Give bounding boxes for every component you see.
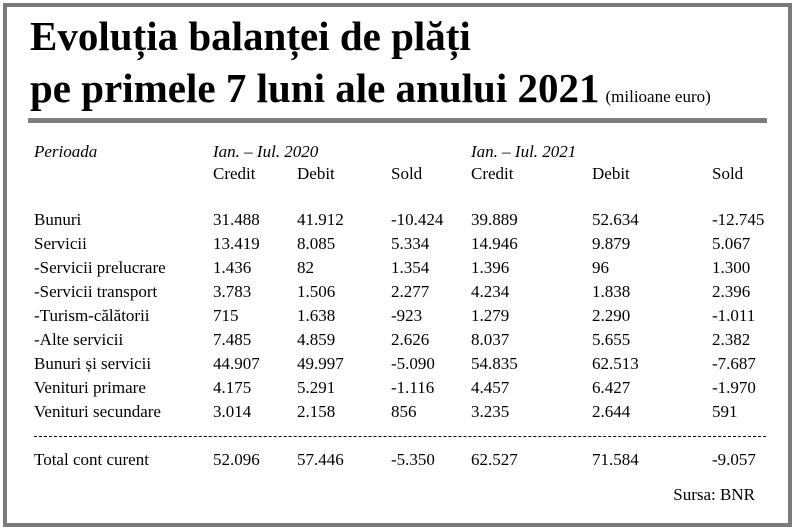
row-label: -Alte servicii (34, 330, 124, 349)
table-cell: 1.436 (213, 258, 252, 277)
table-cell: 2.158 (297, 402, 336, 421)
row-label: -Turism-călătorii (34, 306, 150, 325)
table-cell: 5.291 (297, 378, 336, 397)
row-label: Venituri primare (34, 378, 146, 397)
table-cell: 52.634 (592, 210, 639, 229)
row-label: -Servicii prelucrare (34, 258, 166, 277)
table-cell: 14.946 (471, 234, 518, 253)
total-cell: -9.057 (712, 450, 756, 469)
table-cell: 5.334 (391, 234, 430, 253)
total-cell: -5.350 (391, 450, 435, 469)
row-label: Bunuri și servicii (34, 354, 152, 373)
table-cell: -1.970 (712, 378, 756, 397)
title-line-2-text: pe primele 7 luni ale anului 2021 (30, 65, 600, 111)
table-cell: 856 (391, 402, 417, 421)
table-cell: 8.085 (297, 234, 336, 253)
column-header: Credit (213, 164, 256, 183)
table-cell: 3.235 (471, 402, 510, 421)
table-cell: 13.419 (213, 234, 260, 253)
table-cell: 2.644 (592, 402, 631, 421)
total-label: Total cont curent (34, 450, 149, 469)
table-cell: 4.859 (297, 330, 336, 349)
table-cell: 44.907 (213, 354, 260, 373)
table-cell: 2.290 (592, 306, 631, 325)
table-cell: 2.382 (712, 330, 751, 349)
table-cell: 1.838 (592, 282, 631, 301)
table-cell: 6.427 (592, 378, 631, 397)
table-cell: 54.835 (471, 354, 518, 373)
table-cell: 1.354 (391, 258, 430, 277)
table-cell: -12.745 (712, 210, 765, 229)
table-cell: 591 (712, 402, 738, 421)
total-divider (34, 436, 766, 437)
table-cell: 9.879 (592, 234, 631, 253)
table-cell: 96 (592, 258, 609, 277)
table-cell: -5.090 (391, 354, 435, 373)
row-label: Bunuri (34, 210, 82, 229)
table-cell: 2.396 (712, 282, 751, 301)
column-header: Debit (592, 164, 630, 183)
table-cell: 3.783 (213, 282, 252, 301)
table-cell: 4.175 (213, 378, 252, 397)
title-divider (28, 118, 767, 123)
total-cell: 62.527 (471, 450, 518, 469)
group-header-2021: Ian. – Iul. 2021 (471, 142, 577, 161)
title-line-2 (30, 65, 711, 120)
table-cell: 5.655 (592, 330, 631, 349)
table-cell: 82 (297, 258, 314, 277)
table-cell: 4.457 (471, 378, 510, 397)
period-header: Perioada (34, 142, 98, 161)
table-cell: 715 (213, 306, 239, 325)
table-cell: 62.513 (592, 354, 639, 373)
table-cell: 31.488 (213, 210, 260, 229)
row-label: Venituri secundare (34, 402, 161, 421)
table-cell: -7.687 (712, 354, 756, 373)
column-header: Credit (471, 164, 514, 183)
table-cell: 1.300 (712, 258, 751, 277)
table-cell: 1.506 (297, 282, 336, 301)
table-cell: 1.638 (297, 306, 336, 325)
table-cell: 4.234 (471, 282, 510, 301)
title-line-1: Evoluția balanței de plăți (30, 13, 471, 59)
table-cell: 7.485 (213, 330, 252, 349)
group-header-2020: Ian. – Iul. 2020 (213, 142, 319, 161)
row-label: Servicii (34, 234, 87, 253)
table-cell: -923 (391, 306, 423, 325)
table-cell: -1.011 (712, 306, 756, 325)
table-cell: 49.997 (297, 354, 344, 373)
total-cell: 57.446 (297, 450, 344, 469)
total-cell: 71.584 (592, 450, 639, 469)
row-label: -Servicii transport (34, 282, 158, 301)
column-header: Sold (712, 164, 744, 183)
table-cell: 41.912 (297, 210, 344, 229)
table-cell: 39.889 (471, 210, 518, 229)
table-cell: -1.116 (391, 378, 435, 397)
table-cell: 3.014 (213, 402, 252, 421)
total-cell: 52.096 (213, 450, 260, 469)
table-cell: 1.279 (471, 306, 510, 325)
table-cell: -10.424 (391, 210, 444, 229)
source-note: Sursa: BNR (673, 485, 755, 504)
table-cell: 2.277 (391, 282, 430, 301)
column-header: Debit (297, 164, 335, 183)
table-cell: 8.037 (471, 330, 510, 349)
unit-label: (milioane euro) (605, 87, 711, 106)
column-header: Sold (391, 164, 423, 183)
table-cell: 2.626 (391, 330, 430, 349)
table-cell: 5.067 (712, 234, 751, 253)
table-cell: 1.396 (471, 258, 510, 277)
